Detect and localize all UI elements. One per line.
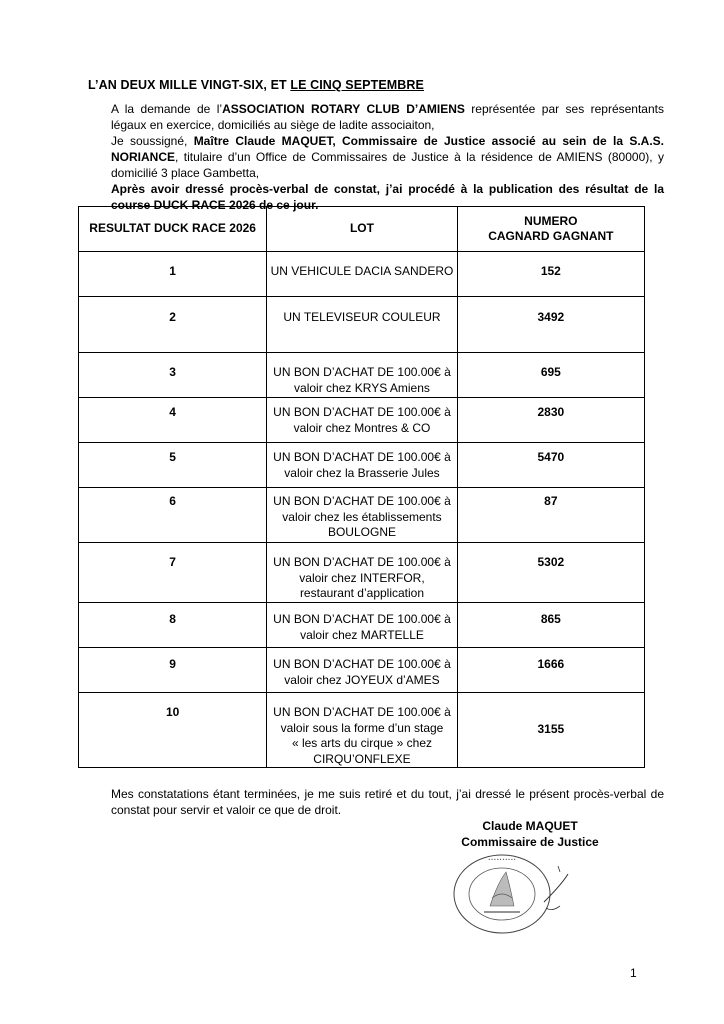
cell-rank: 2 — [79, 297, 267, 353]
intro-p2-commissioner: Maître Claude MAQUET, Commissaire de Justice associé au sein de la S.A.S. NORIANCE — [111, 134, 664, 164]
lot-line: valoir chez les établissements — [282, 509, 442, 524]
header-number-line1: NUMERO — [524, 213, 578, 228]
cell-winning-number: 695 — [457, 353, 644, 398]
lot-line: valoir chez la Brasserie Jules — [284, 465, 440, 480]
table-row — [79, 648, 645, 693]
table-row — [79, 693, 645, 768]
closing-paragraph: Mes constatations étant terminées, je me suis retiré et du tout, j’ai dressé le présent procès-verbal de constat pour servir et valoir ce que de droit. — [111, 787, 664, 817]
lot-line: valoir chez Montres & CO — [293, 420, 431, 435]
cell-lot — [267, 353, 457, 398]
lot-line: UN BON D’ACHAT DE 100.00€ à — [273, 365, 451, 379]
lot-line: valoir chez MARTELLE — [300, 627, 424, 642]
lot-line: UN BON D’ACHAT DE 100.00€ à — [273, 450, 451, 464]
lot-line: UN VEHICULE DACIA SANDERO — [270, 264, 454, 278]
cell-lot — [267, 693, 457, 768]
cell-rank: 8 — [79, 603, 267, 648]
cell-lot — [267, 543, 457, 603]
table-row — [79, 297, 645, 353]
lot-line: UN TELEVISEUR COULEUR — [283, 310, 441, 324]
cell-winning-number: 865 — [457, 603, 644, 648]
closing-section — [111, 786, 664, 818]
lot-line: valoir chez JOYEUX d’AMES — [284, 672, 440, 687]
intro-paragraph-requester — [111, 101, 664, 133]
cell-rank: 3 — [79, 353, 267, 398]
table-row — [79, 488, 645, 543]
intro-paragraph-signatory — [111, 133, 664, 181]
document-heading — [88, 78, 424, 92]
header-number — [457, 207, 644, 252]
cell-winning-number: 152 — [457, 252, 644, 297]
lot-line: UN BON D’ACHAT DE 100.00€ à — [273, 555, 451, 569]
cell-winning-number: 5302 — [457, 543, 644, 603]
table-row — [79, 252, 645, 297]
lot-line: UN BON D’ACHAT DE 100.00€ à — [273, 657, 451, 671]
cell-rank: 9 — [79, 648, 267, 693]
results-table — [78, 206, 645, 768]
lot-line: CIRQU’ONFLEXE — [313, 751, 411, 766]
heading-date-underlined: LE CINQ SEPTEMBRE — [290, 78, 424, 92]
table-header-row — [79, 207, 645, 252]
lot-line: valoir chez INTERFOR, — [299, 570, 425, 585]
svg-text:• • • • • • • • • •: • • • • • • • • • • — [488, 857, 516, 862]
intro-section — [111, 101, 664, 213]
cell-lot — [267, 398, 457, 443]
table-row — [79, 543, 645, 603]
lot-line: BOULOGNE — [327, 525, 396, 539]
intro-p1-association: ASSOCIATION ROTARY CLUB D’AMIENS — [222, 102, 465, 116]
lot-line: UN BON D’ACHAT DE 100.00€ à — [273, 612, 451, 626]
lot-line: UN BON D’ACHAT DE 100.00€ à — [273, 405, 451, 419]
cell-winning-number: 2830 — [457, 398, 644, 443]
cell-rank: 5 — [79, 443, 267, 488]
lot-line: valoir chez KRYS Amiens — [294, 380, 430, 395]
intro-p3-text: Après avoir dressé procès-verbal de constat, j’ai procédé à la publication des résultat de la course DUCK RACE 2026 de ce jour. — [111, 182, 664, 212]
header-number-line2: CAGNARD GAGNANT — [488, 229, 614, 243]
header-lot: LOT — [267, 207, 457, 252]
cell-rank: 7 — [79, 543, 267, 603]
cell-lot — [267, 443, 457, 488]
cell-rank: 6 — [79, 488, 267, 543]
cell-rank: 10 — [79, 693, 267, 768]
cell-rank: 1 — [79, 252, 267, 297]
results-table-body — [79, 252, 645, 768]
signature-block — [430, 818, 630, 850]
cell-winning-number: 5470 — [457, 443, 644, 488]
cell-lot — [267, 488, 457, 543]
cell-lot — [267, 252, 457, 297]
table-row — [79, 603, 645, 648]
intro-p2-text-a: Je soussigné, — [111, 134, 194, 148]
lot-line: UN BON D’ACHAT DE 100.00€ à — [273, 494, 451, 508]
cell-lot — [267, 648, 457, 693]
cell-winning-number: 3155 — [457, 693, 644, 768]
signatory-name: Claude MAQUET — [482, 819, 578, 833]
heading-date-prefix: L’AN DEUX MILLE VINGT-SIX, ET — [88, 78, 291, 92]
cell-rank: 4 — [79, 398, 267, 443]
seal-stamp-icon — [440, 852, 580, 936]
intro-p2-text-c: , titulaire d’un Office de Commissaires de Justice à la résidence de AMIENS (80000), y domicilié 3 place Gambetta, — [111, 150, 664, 180]
cell-winning-number: 1666 — [457, 648, 644, 693]
table-row — [79, 398, 645, 443]
cell-winning-number: 87 — [457, 488, 644, 543]
page-number: 1 — [630, 966, 637, 980]
table-row — [79, 353, 645, 398]
table-row — [79, 443, 645, 488]
header-result: RESULTAT DUCK RACE 2026 — [79, 207, 267, 252]
lot-line: « les arts du cirque » chez — [291, 736, 433, 750]
intro-p1-text-a: A la demande de l’ — [111, 102, 223, 116]
cell-lot — [267, 603, 457, 648]
lot-line: valoir sous la forme d’un stage — [280, 720, 444, 735]
cell-winning-number: 3492 — [457, 297, 644, 353]
intro-p1-text-c: représentée par ses représentants légaux en exercice, domiciliés au siège de ladite associaiton, — [111, 102, 664, 132]
lot-line: restaurant d’application — [299, 586, 425, 600]
cell-lot — [267, 297, 457, 353]
signatory-title: Commissaire de Justice — [461, 835, 599, 849]
lot-line: UN BON D’ACHAT DE 100.00€ à — [273, 705, 451, 719]
